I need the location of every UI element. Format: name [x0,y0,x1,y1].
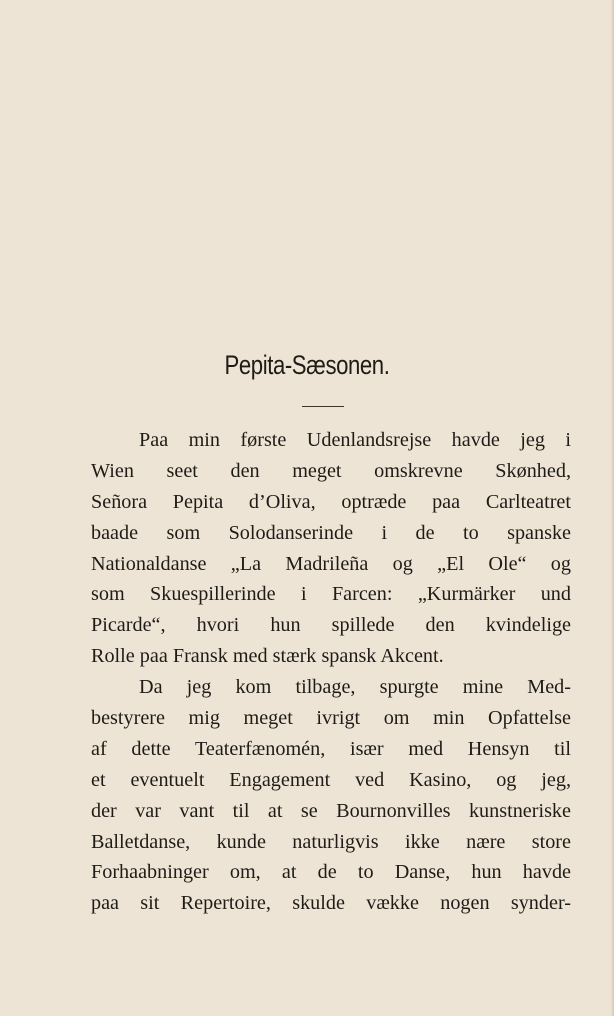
text-line: Da jeg kom tilbage, spurgte mine Med- [139,676,571,699]
text-line: Nationaldanse „La Madrileña og „El Ole“ og [91,552,571,575]
chapter-title: Pepita-Sæsonen. [224,350,390,380]
text-line: Balletdanse, kunde naturligvis ikke nære store [91,830,571,853]
text-line: der var vant til at se Bournonvilles kunstneriske [91,799,571,822]
text-line: Picarde“, hvori hun spillede den kvindelige [91,614,571,637]
body-text [91,425,571,919]
text-line-last: Rolle paa Fransk med stærk spansk Akcent. [91,645,444,668]
text-line: som Skuespillerinde i Farcen: „Kurmärker und [91,583,571,606]
text-line: Señora Pepita d’Oliva, optræde paa Carlteatret [91,490,571,513]
text-line: paa sit Repertoire, skulde vække nogen synder- [91,892,571,915]
title-divider [302,406,344,407]
text-line: Wien seet den meget omskrevne Skønhed, [91,459,571,482]
text-line: bestyrere mig meget ivrigt om min Opfattelse [91,707,571,730]
text-line: Paa min første Udenlandsrejse havde jeg i [139,429,571,451]
text-line: Forhaabninger om, at de to Danse, hun havde [91,861,571,884]
text-line: et eventuelt Engagement ved Kasino, og jeg, [91,768,571,791]
text-line: af dette Teaterfænomén, især med Hensyn til [91,737,571,760]
text-line: baade som Solodanserinde i de to spanske [91,521,571,544]
